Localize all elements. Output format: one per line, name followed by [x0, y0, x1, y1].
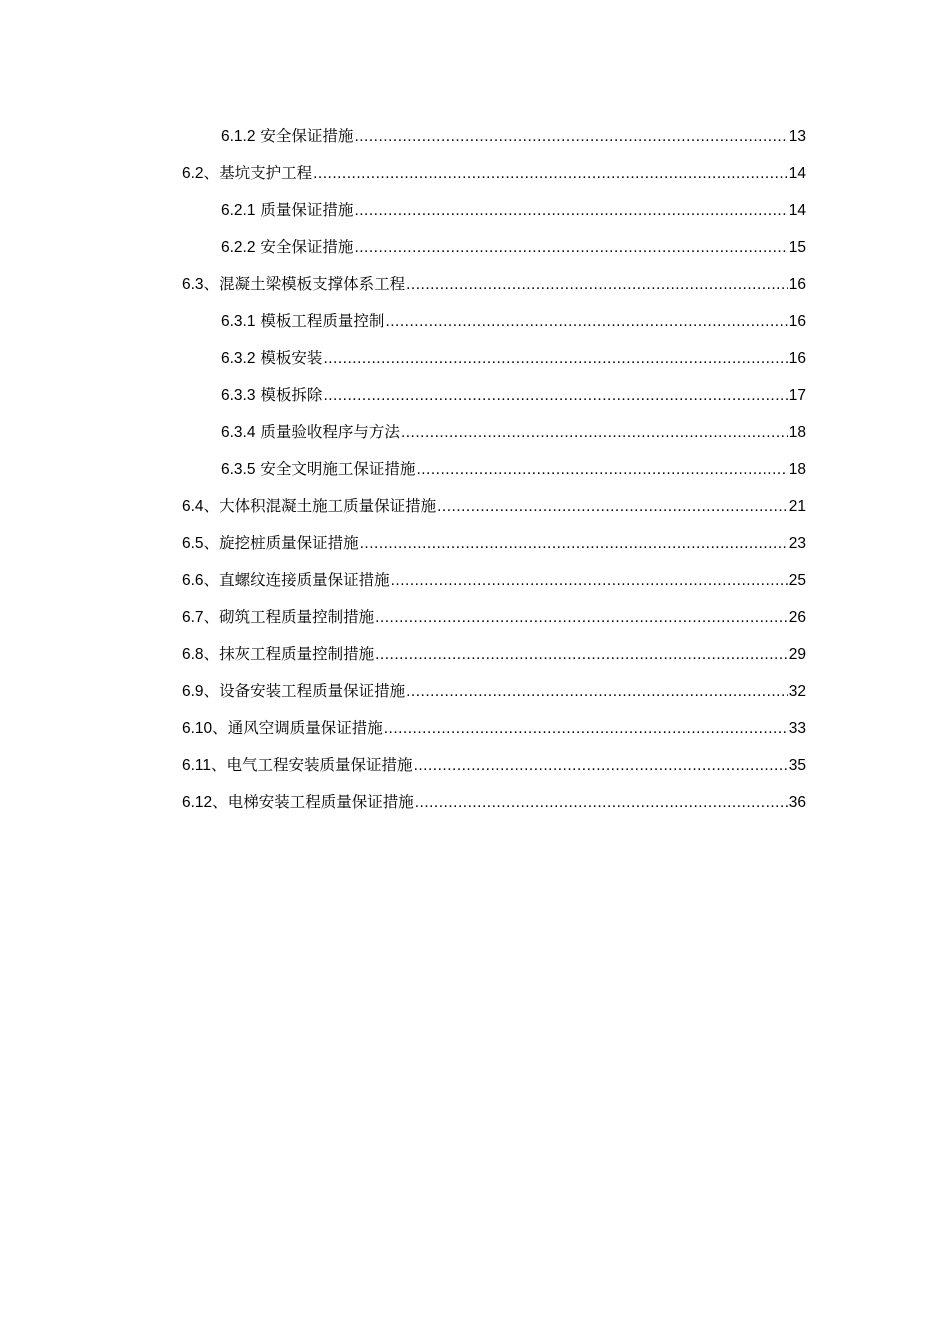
toc-dot-leader — [415, 784, 788, 821]
toc-dot-leader — [323, 377, 787, 414]
toc-entry-page-number: 35 — [788, 757, 806, 774]
toc-entry-title: 旋挖桩质量保证措施 — [219, 534, 359, 552]
toc-entry-number: 6.2.1 — [221, 202, 256, 219]
toc-dot-leader — [354, 118, 787, 155]
toc-entry-title: 安全保证措施 — [260, 238, 354, 256]
toc-entry-separator: 、 — [211, 756, 227, 774]
toc-entry-page-number: 29 — [788, 646, 806, 663]
toc-dot-leader — [354, 192, 787, 229]
toc-entry-number: 6.7 — [182, 609, 204, 626]
toc-dot-leader — [406, 673, 788, 710]
toc-entry-page-number: 26 — [788, 609, 806, 626]
toc-entry-separator: 、 — [203, 275, 220, 293]
toc-entry-number: 6.3 — [182, 276, 204, 293]
toc-entry-title: 通风空调质量保证措施 — [227, 719, 383, 737]
toc-entry-title: 电梯安装工程质量保证措施 — [227, 793, 414, 811]
toc-entry-page-number: 14 — [788, 202, 806, 219]
toc-entry-number: 6.1.2 — [221, 128, 256, 145]
toc-entry-page-number: 21 — [788, 498, 806, 515]
toc-entry-number: 6.5 — [182, 535, 204, 552]
toc-entry-separator: 、 — [203, 571, 220, 589]
toc-dot-leader — [375, 636, 788, 673]
toc-entry-separator: 、 — [212, 719, 228, 737]
toc-entry[interactable] — [182, 636, 806, 673]
toc-dot-leader — [416, 451, 787, 488]
toc-dot-leader — [385, 303, 787, 340]
toc-entry-page-number: 36 — [788, 794, 806, 811]
toc-entry-page-number: 16 — [788, 350, 806, 367]
toc-entry-title: 设备安装工程质量保证措施 — [219, 682, 406, 700]
toc-entry-separator: 、 — [203, 497, 220, 515]
toc-entry-number: 6.3.2 — [221, 350, 256, 367]
toc-entry-title: 质量保证措施 — [260, 201, 354, 219]
toc-entry-title: 基坑支护工程 — [219, 164, 313, 182]
toc-entry-title: 电气工程安装质量保证措施 — [226, 756, 413, 774]
toc-entry[interactable] — [182, 340, 806, 377]
toc-entry-number: 6.9 — [182, 683, 204, 700]
toc-entry-number: 6.12 — [182, 794, 213, 811]
toc-entry-title: 安全保证措施 — [260, 127, 354, 145]
toc-dot-leader — [375, 599, 788, 636]
toc-entry-number: 6.3.3 — [221, 387, 256, 404]
toc-entry[interactable] — [182, 747, 806, 784]
toc-entry-separator: 、 — [203, 164, 220, 182]
toc-entry-page-number: 13 — [788, 128, 806, 145]
toc-entry-page-number: 18 — [788, 461, 806, 478]
toc-entry-title: 质量验收程序与方法 — [260, 423, 400, 441]
toc-entry-number: 6.3.4 — [221, 424, 256, 441]
toc-entry[interactable] — [182, 488, 806, 525]
toc-entry-page-number: 16 — [788, 313, 806, 330]
toc-entry[interactable] — [182, 303, 806, 340]
toc-entry-page-number: 15 — [788, 239, 806, 256]
toc-entry[interactable] — [182, 229, 806, 266]
toc-entry-number: 6.2.2 — [221, 239, 256, 256]
toc-entry-separator: 、 — [203, 682, 220, 700]
toc-entry[interactable] — [182, 414, 806, 451]
toc-entry[interactable] — [182, 673, 806, 710]
toc-entry-title: 混凝土梁模板支撑体系工程 — [219, 275, 406, 293]
toc-entry-number: 6.8 — [182, 646, 204, 663]
toc-entry-page-number: 32 — [788, 683, 806, 700]
toc-dot-leader — [391, 562, 788, 599]
toc-entry-number: 6.10 — [182, 720, 213, 737]
toc-entry[interactable] — [182, 155, 806, 192]
toc-dot-leader — [406, 266, 788, 303]
toc-entry-title: 模板工程质量控制 — [260, 312, 385, 330]
toc-entry-number: 6.3.5 — [221, 461, 256, 478]
toc-entry[interactable] — [182, 377, 806, 414]
toc-entry-number: 6.6 — [182, 572, 204, 589]
toc-entry[interactable] — [182, 562, 806, 599]
toc-entry-page-number: 33 — [788, 720, 806, 737]
toc-entry[interactable] — [182, 599, 806, 636]
toc-dot-leader — [354, 229, 787, 266]
toc-entry-page-number: 23 — [788, 535, 806, 552]
toc-entry-page-number: 17 — [788, 387, 806, 404]
toc-entry[interactable] — [182, 525, 806, 562]
toc-entry-separator: 、 — [212, 793, 228, 811]
toc-entry-number: 6.2 — [182, 165, 204, 182]
toc-entry-separator: 、 — [203, 645, 220, 663]
toc-entry-page-number: 18 — [788, 424, 806, 441]
toc-entry[interactable] — [182, 451, 806, 488]
toc-entry-page-number: 25 — [788, 572, 806, 589]
toc-entry-number: 6.4 — [182, 498, 204, 515]
toc-entry-title: 模板拆除 — [260, 386, 323, 404]
toc-entry-title: 抹灰工程质量控制措施 — [219, 645, 375, 663]
toc-entry-separator: 、 — [203, 534, 220, 552]
toc-entry-page-number: 16 — [788, 276, 806, 293]
toc-entry[interactable] — [182, 784, 806, 821]
toc-entry-number: 6.3.1 — [221, 313, 256, 330]
toc-dot-leader — [414, 747, 788, 784]
toc-entry[interactable] — [182, 118, 806, 155]
toc-entry-title: 安全文明施工保证措施 — [260, 460, 416, 478]
toc-dot-leader — [437, 488, 788, 525]
toc-entry-title: 直螺纹连接质量保证措施 — [219, 571, 390, 589]
toc-entry-separator: 、 — [203, 608, 220, 626]
toc-entry-title: 砌筑工程质量控制措施 — [219, 608, 375, 626]
toc-dot-leader — [313, 155, 788, 192]
toc-entry-title: 大体积混凝土施工质量保证措施 — [219, 497, 437, 515]
toc-entry-number: 6.11 — [182, 757, 212, 774]
toc-entry[interactable] — [182, 192, 806, 229]
toc-dot-leader — [323, 340, 787, 377]
toc-entry[interactable] — [182, 266, 806, 303]
toc-dot-leader — [360, 525, 788, 562]
table-of-contents — [182, 118, 806, 821]
toc-entry[interactable] — [182, 710, 806, 747]
toc-entry-page-number: 14 — [788, 165, 806, 182]
toc-dot-leader — [401, 414, 788, 451]
toc-dot-leader — [384, 710, 788, 747]
toc-entry-title: 模板安装 — [260, 349, 323, 367]
